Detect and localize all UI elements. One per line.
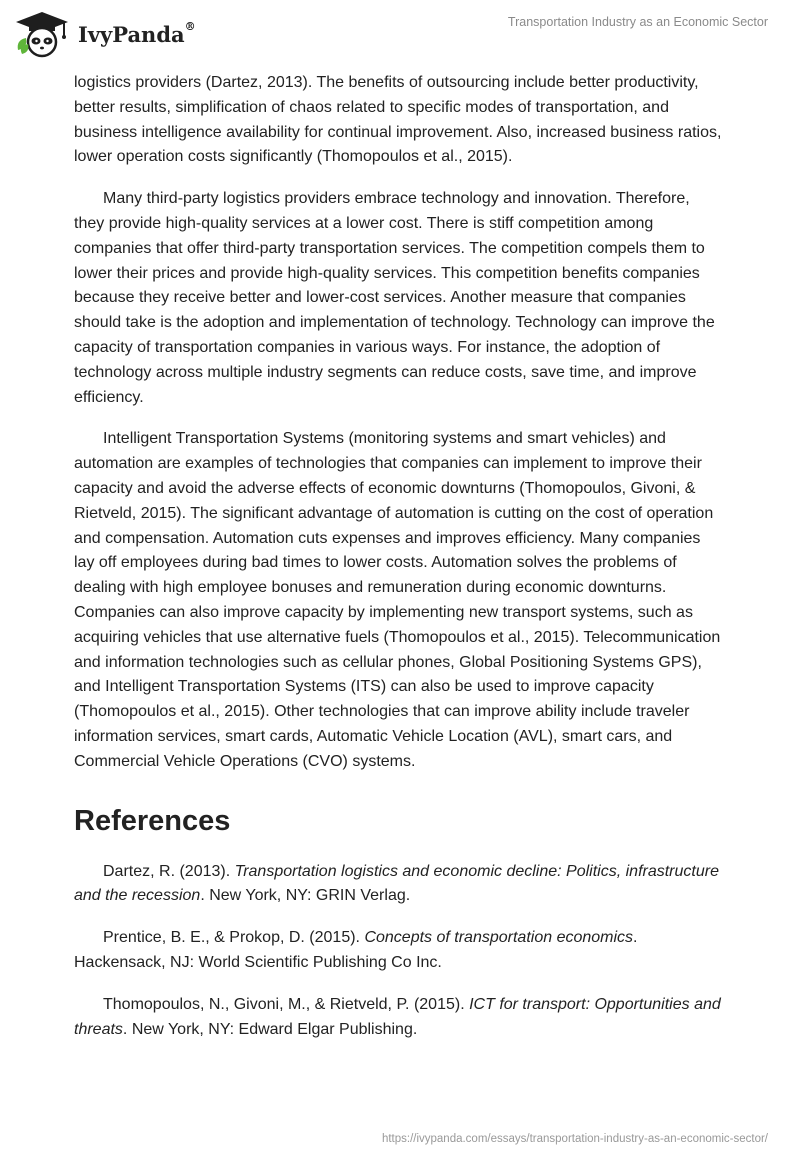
paragraph-3: Intelligent Transportation Systems (monitoring systems and smart vehicles) and automation are examples of technologies that companies can implement to improve their capacity and avoid the adverse effects of economic downturns (Thomopoulos, Givoni, & Rietveld, 2015). The significant advantage of automation is cutting on the cost of operation and compensation. Automation cuts expenses and improves efficiency. Many companies lay off employees during bad times to lower costs. Automation solves the problems of dealing with high employee bonuses and remuneration during economic downturns. Companies can also improve capacity by implementing new transport systems, such as acquiring vehicles that use alternative fuels (Thomopoulos et al., 2015). Telecommunication and information technologies such as cellular phones, Global Positioning Systems GPS), and Intelligent Transportation Systems (ITS) can also be used to improve capacity (Thomopoulos et al., 2015). Other technologies that can improve ability include traveler information services, smart cards, Automatic Vehicle Location (AVL), smart cars, and Commercial Vehicle Operations (CVO) systems.: [74, 430, 721, 770]
reference-title: ICT for transport: Opportunities and threats: [74, 995, 721, 1038]
reference-title: Transportation logistics and economic decline: Politics, infrastructure and the recession: [74, 862, 719, 905]
reference-authors: Prentice, B. E., & Prokop, D. (2015).: [103, 929, 365, 947]
brand-text: IvyPanda: [78, 22, 185, 47]
reference-authors: Dartez, R. (2013).: [103, 862, 235, 880]
essay-content: [74, 71, 724, 1042]
page-header: [0, 0, 800, 66]
reference-title: Concepts of transportation economics: [364, 929, 634, 947]
registered-mark: ®: [184, 20, 196, 33]
reference-item: [74, 926, 724, 976]
reference-authors: Thomopoulos, N., Givoni, M., & Rietveld, P. (2015).: [103, 995, 470, 1013]
reference-publisher: . Hackensack, NJ: World Scientific Publishing Co Inc.: [74, 929, 638, 971]
reference-item: [74, 860, 724, 910]
reference-publisher: . New York, NY: GRIN Verlag.: [200, 887, 411, 905]
document-title: Transportation Industry as an Economic Sector: [507, 15, 768, 29]
paragraph-2: Many third-party logistics providers embrace technology and innovation. Therefore, they provide high-quality services at a lower cost. There is stiff competition among companies that offer third-party transportation services. The competition compels them to lower their prices and provide high-quality services. This competition benefits companies because they receive better and lower-cost services. Another measure that companies should take is the adoption and implementation of technology. Technology can improve the capacity of transportation companies in various ways. For instance, the adoption of technology across multiple industry segments can reduce costs, save time, and improve efficiency.: [74, 190, 715, 406]
paragraph-1: logistics providers (Dartez, 2013). The benefits of outsourcing include better productivity, better results, simplification of chaos related to specific modes of transportation, and business intelligence availability for continual improvement. Also, increased business ratios, lower operation costs significantly (Thomopoulos et al., 2015).: [74, 74, 722, 166]
references-heading: References: [74, 804, 231, 837]
brand-name: [78, 22, 196, 47]
reference-item: [74, 993, 724, 1043]
panda-graduate-icon: [14, 10, 70, 58]
source-url-link[interactable]: https://ivypanda.com/essays/transportation-industry-as-an-economic-sector/: [381, 1133, 768, 1145]
ivypanda-logo[interactable]: [14, 10, 214, 58]
reference-publisher: . New York, NY: Edward Elgar Publishing.: [122, 1020, 418, 1038]
